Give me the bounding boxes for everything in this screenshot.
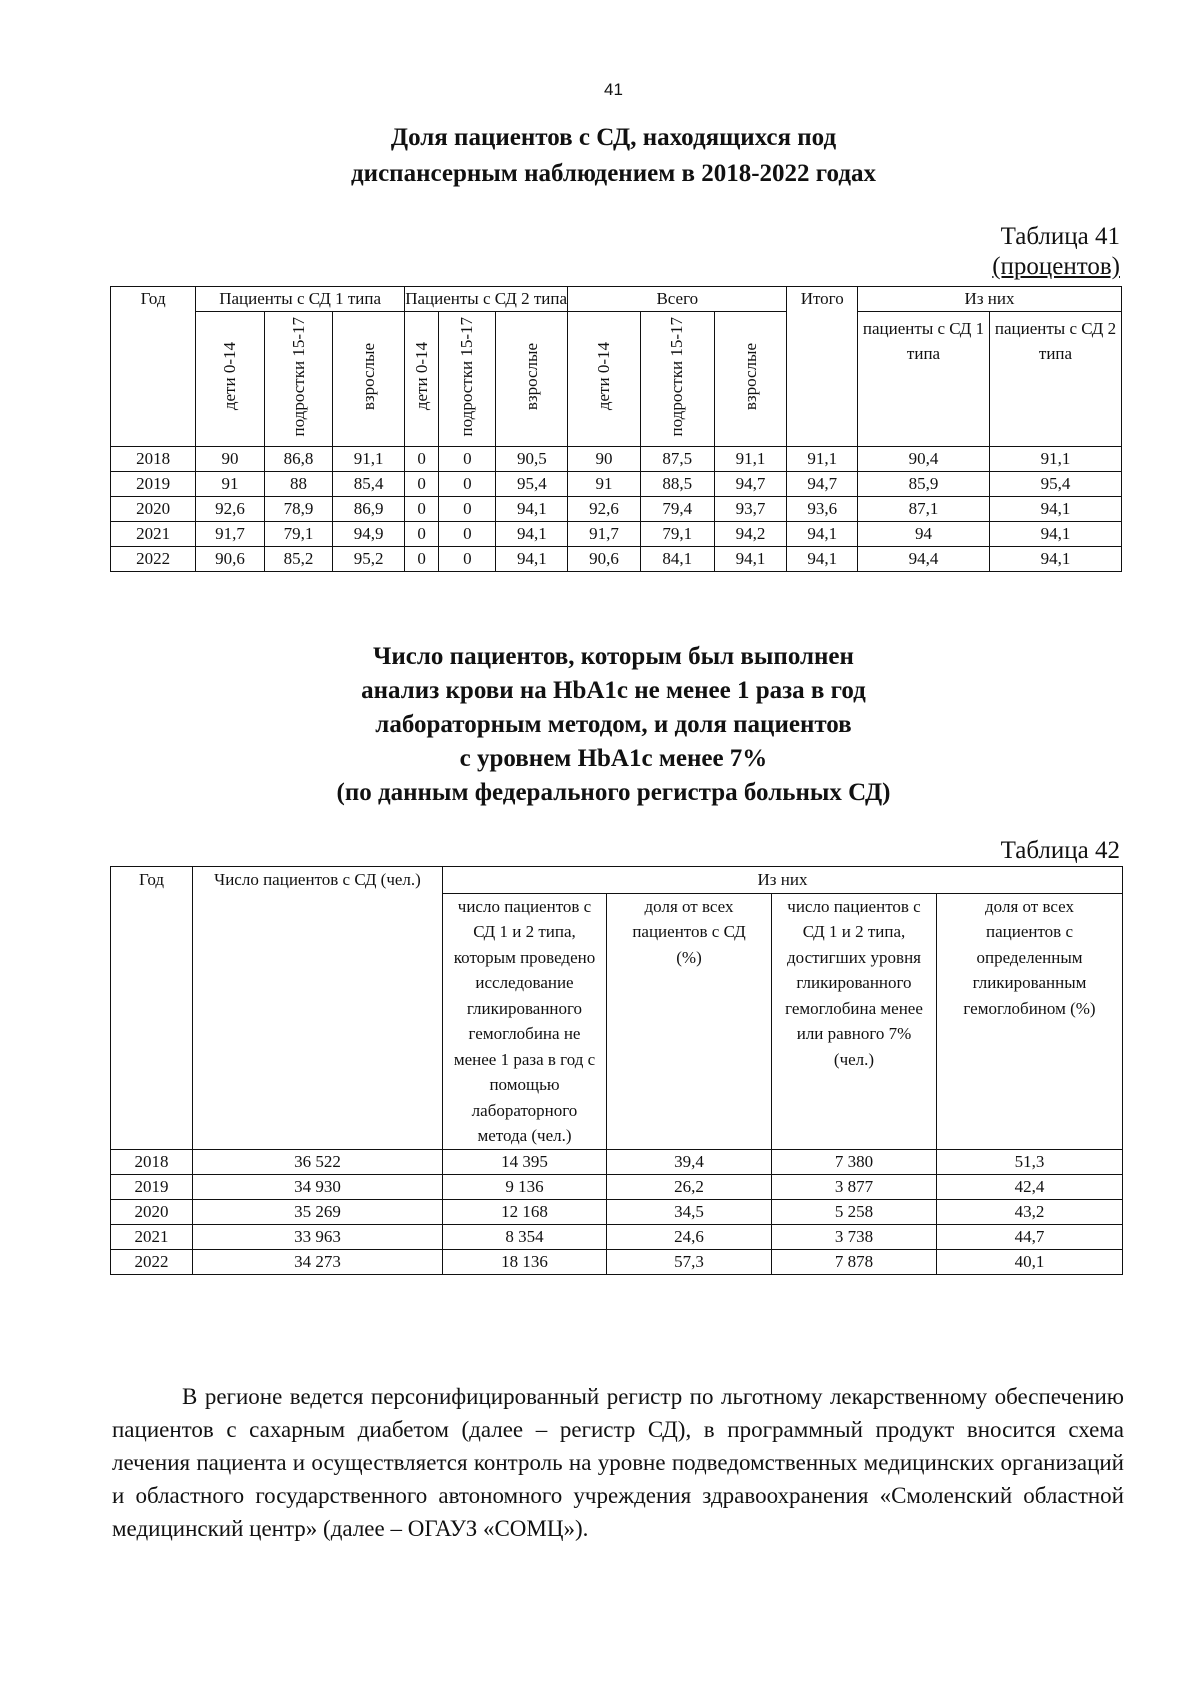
table-cell: 92,6 [568, 497, 641, 522]
table-cell: 34,5 [607, 1199, 772, 1224]
table-cell: 94,1 [989, 497, 1121, 522]
table-cell: 3 877 [772, 1174, 937, 1199]
table-cell: 2021 [111, 1224, 193, 1249]
header-children: дети 0-14 [196, 312, 265, 447]
header-teens: подростки 15-17 [264, 312, 333, 447]
table-cell: 8 354 [443, 1224, 607, 1249]
table-cell: 85,9 [858, 472, 990, 497]
table-cell: 94,7 [787, 472, 858, 497]
table-cell: 90 [568, 447, 641, 472]
table42-caption: Таблица 42 [1000, 837, 1120, 864]
table-cell: 90,6 [568, 547, 641, 572]
table-cell: 91 [196, 472, 265, 497]
header-share-tested: доля от всех пациентов с СД (%) [607, 893, 772, 1149]
table-cell: 14 395 [443, 1149, 607, 1174]
header-type1: Пациенты с СД 1 типа [196, 287, 405, 312]
table-cell: 91,7 [196, 522, 265, 547]
table-cell: 51,3 [937, 1149, 1123, 1174]
header-sd1: пациенты с СД 1 типа [858, 312, 990, 447]
table-cell: 88 [264, 472, 333, 497]
table-cell: 18 136 [443, 1249, 607, 1274]
table-row [111, 1199, 1123, 1224]
table-cell: 87,1 [858, 497, 990, 522]
table-row [111, 497, 1122, 522]
table-cell: 39,4 [607, 1149, 772, 1174]
header-adults: взрослые [333, 312, 405, 447]
table-cell: 94,1 [787, 547, 858, 572]
header-adults: взрослые [714, 312, 787, 447]
table-cell: 78,9 [264, 497, 333, 522]
table-cell: 87,5 [640, 447, 714, 472]
table-cell: 3 738 [772, 1224, 937, 1249]
table-cell: 2020 [111, 1199, 193, 1224]
table-cell: 95,2 [333, 547, 405, 572]
header-type2: Пациенты с СД 2 типа [405, 287, 568, 312]
table-cell: 12 168 [443, 1199, 607, 1224]
table-cell: 88,5 [640, 472, 714, 497]
table-cell: 91,1 [989, 447, 1121, 472]
table-cell: 2021 [111, 522, 196, 547]
table41-title [0, 120, 1200, 192]
table-cell: 36 522 [193, 1149, 443, 1174]
table-cell: 0 [405, 522, 439, 547]
table41-caption-block [992, 222, 1120, 282]
table-row [111, 447, 1122, 472]
table-cell: 94,1 [989, 522, 1121, 547]
table-cell: 2018 [111, 447, 196, 472]
header-adults: взрослые [496, 312, 568, 447]
table-cell: 26,2 [607, 1174, 772, 1199]
title-line: лабораторным методом, и доля пациентов [375, 711, 852, 738]
table41-caption: Таблица 41 [1000, 223, 1120, 250]
body-paragraph [112, 1380, 1124, 1545]
table-cell: 2019 [111, 472, 196, 497]
table-cell: 93,7 [714, 497, 787, 522]
table-cell: 90 [196, 447, 265, 472]
table-cell: 0 [405, 472, 439, 497]
header-count: Число пациентов с СД (чел.) [193, 867, 443, 1150]
table-row [111, 472, 1122, 497]
header-share-reached: доля от всех пациентов с определенным гликированным гемоглобином (%) [937, 893, 1123, 1149]
table-cell: 0 [405, 447, 439, 472]
table-cell: 2018 [111, 1149, 193, 1174]
table-cell: 94,2 [714, 522, 787, 547]
table-cell: 90,5 [496, 447, 568, 472]
table-cell: 79,1 [640, 522, 714, 547]
table-cell: 93,6 [787, 497, 858, 522]
table-cell: 85,4 [333, 472, 405, 497]
title-line: диспансерным наблюдением в 2018-2022 годах [351, 160, 876, 187]
table-cell: 85,2 [264, 547, 333, 572]
table-cell: 0 [439, 472, 496, 497]
table-cell: 2022 [111, 547, 196, 572]
table-cell: 95,4 [989, 472, 1121, 497]
header-tested: число пациентов с СД 1 и 2 типа, которым проведено исследование гликированного гемоглобина не менее 1 раза в год с помощью лабораторного метода (чел.) [443, 893, 607, 1149]
table-cell: 43,2 [937, 1199, 1123, 1224]
header-sd2: пациенты с СД 2 типа [989, 312, 1121, 447]
title-line: (по данным федерального регистра больных СД) [336, 779, 891, 806]
table-cell: 33 963 [193, 1224, 443, 1249]
header-children: дети 0-14 [405, 312, 439, 447]
table-cell: 92,6 [196, 497, 265, 522]
table-cell: 44,7 [937, 1224, 1123, 1249]
title-line: Доля пациентов с СД, находящихся под [390, 124, 837, 151]
table-cell: 86,9 [333, 497, 405, 522]
table-row [111, 1149, 1123, 1174]
table-cell: 84,1 [640, 547, 714, 572]
table41-unit: (процентов) [992, 253, 1120, 280]
table-cell: 24,6 [607, 1224, 772, 1249]
table-cell: 94,7 [714, 472, 787, 497]
table-row [111, 522, 1122, 547]
table-cell: 0 [439, 447, 496, 472]
table-cell: 94,1 [496, 522, 568, 547]
table-cell: 35 269 [193, 1199, 443, 1224]
table-cell: 90,6 [196, 547, 265, 572]
page-number: 41 [604, 80, 623, 99]
header-children: дети 0-14 [568, 312, 641, 447]
table-cell: 91,1 [714, 447, 787, 472]
table-cell: 34 273 [193, 1249, 443, 1274]
header-itogo: Итого [787, 287, 858, 447]
table-cell: 0 [439, 497, 496, 522]
header-of-them: Из них [443, 867, 1123, 894]
table-cell: 94,4 [858, 547, 990, 572]
table-cell: 94,1 [496, 497, 568, 522]
table-row [111, 547, 1122, 572]
header-teens: подростки 15-17 [640, 312, 714, 447]
table-cell: 94,9 [333, 522, 405, 547]
title-line: Число пациентов, которым был выполнен [373, 643, 854, 670]
table-cell: 79,4 [640, 497, 714, 522]
table-cell: 7 878 [772, 1249, 937, 1274]
header-of-them: Из них [858, 287, 1122, 312]
table-cell: 91 [568, 472, 641, 497]
table-cell: 0 [405, 497, 439, 522]
title-line: с уровнем HbA1c менее 7% [459, 745, 768, 772]
table-cell: 94,1 [714, 547, 787, 572]
table-row [111, 1224, 1123, 1249]
header-total: Всего [568, 287, 787, 312]
paragraph-text: В регионе ведется персонифицированный регистр по льготному лекарственному обеспечению пациентов с сахарным диабетом (далее – регистр СД), в программный продукт вносится схема лечения пациента и осуществляется контроль на уровне подведомственных медицинских организаций и областного государственного автономного учреждения здравоохранения «Смоленский областной медицинский центр» (далее – ОГАУЗ «СОМЦ»). [112, 1384, 1124, 1541]
table-cell: 91,1 [787, 447, 858, 472]
table-cell: 91,1 [333, 447, 405, 472]
table-cell: 9 136 [443, 1174, 607, 1199]
table42-title [0, 640, 1200, 810]
table-cell: 94,1 [989, 547, 1121, 572]
table-cell: 91,7 [568, 522, 641, 547]
table-cell: 94,1 [496, 547, 568, 572]
header-year: Год [111, 867, 193, 1150]
table41 [110, 286, 1122, 572]
header-reached: число пациентов с СД 1 и 2 типа, достигших уровня гликированного гемоглобина менее или равного 7% (чел.) [772, 893, 937, 1149]
table-cell: 79,1 [264, 522, 333, 547]
table-cell: 2022 [111, 1249, 193, 1274]
table42 [110, 866, 1123, 1275]
table-cell: 42,4 [937, 1174, 1123, 1199]
table-cell: 7 380 [772, 1149, 937, 1174]
table-row [111, 1249, 1123, 1274]
table-row [111, 1174, 1123, 1199]
table-cell: 5 258 [772, 1199, 937, 1224]
table-cell: 2020 [111, 497, 196, 522]
table-cell: 94 [858, 522, 990, 547]
table-cell: 0 [405, 547, 439, 572]
header-year: Год [111, 287, 196, 447]
table-cell: 94,1 [787, 522, 858, 547]
table-cell: 0 [439, 547, 496, 572]
table-cell: 0 [439, 522, 496, 547]
table-cell: 90,4 [858, 447, 990, 472]
header-teens: подростки 15-17 [439, 312, 496, 447]
title-line: анализ крови на HbA1c не менее 1 раза в год [361, 677, 866, 704]
table-cell: 86,8 [264, 447, 333, 472]
table-cell: 34 930 [193, 1174, 443, 1199]
table-cell: 95,4 [496, 472, 568, 497]
table-cell: 57,3 [607, 1249, 772, 1274]
table-cell: 40,1 [937, 1249, 1123, 1274]
table-cell: 2019 [111, 1174, 193, 1199]
